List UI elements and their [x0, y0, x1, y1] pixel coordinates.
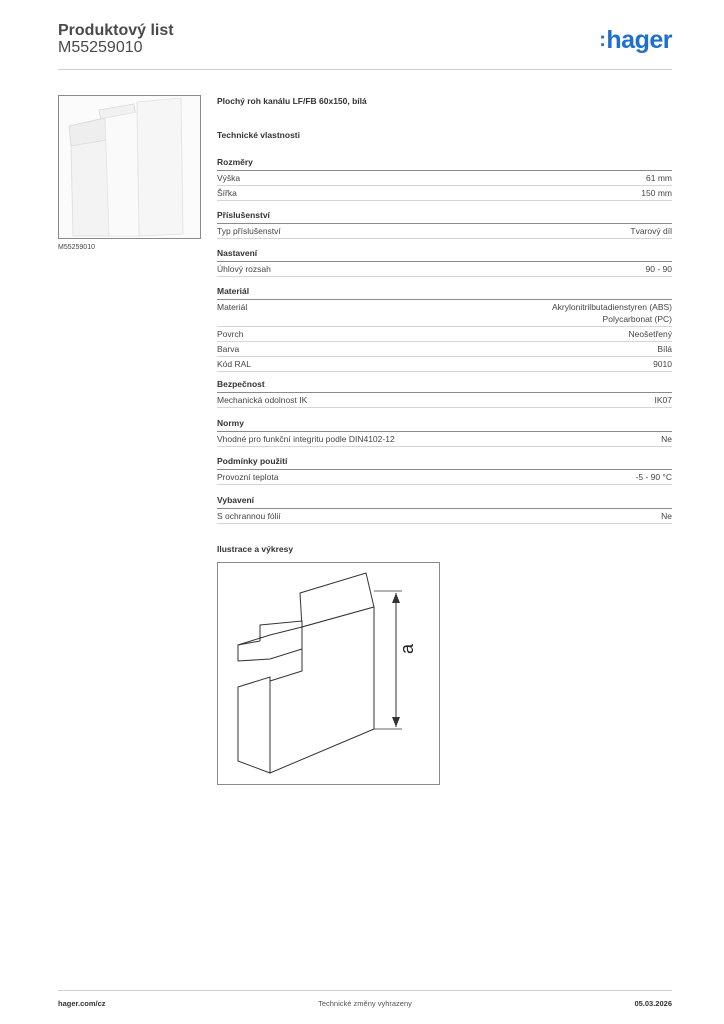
- technical-drawing: [217, 562, 440, 785]
- spec-row: [217, 470, 672, 485]
- spec-label: S ochrannou fólií: [217, 511, 281, 521]
- dimension-label: a: [397, 643, 417, 655]
- section-title: Bezpečnost: [217, 379, 672, 393]
- spec-label: Materiál: [217, 302, 248, 312]
- spec-row: [217, 300, 672, 327]
- document-date: 05.03.2026: [634, 999, 672, 1008]
- section-material: [217, 286, 672, 372]
- hager-logo: [599, 26, 672, 55]
- spec-row: [217, 393, 672, 408]
- spec-row: [217, 186, 672, 201]
- illustrations-heading: Ilustrace a výkresy: [217, 544, 294, 554]
- spec-label: Typ příslušenství: [217, 226, 281, 236]
- document-title: Produktový list: [58, 22, 174, 39]
- website-link[interactable]: hager.com/cz: [58, 999, 106, 1008]
- spec-row: [217, 262, 672, 277]
- spec-row: [217, 327, 672, 342]
- section-title: Rozměry: [217, 157, 672, 171]
- technical-properties-heading: Technické vlastnosti: [217, 130, 300, 140]
- page-footer: [58, 990, 672, 1015]
- product-name: Plochý roh kanálu LF/FB 60x150, bílá: [217, 96, 367, 106]
- spec-value: 61 mm: [646, 173, 672, 183]
- spec-value: Ne: [661, 434, 672, 444]
- spec-value: 150 mm: [641, 188, 672, 198]
- spec-value: 9010: [653, 359, 672, 369]
- spec-value: Polycarbonat (PC): [602, 314, 672, 324]
- section-title: Podmínky použití: [217, 456, 672, 470]
- spec-value: Bílá: [657, 344, 672, 354]
- footer-note: Technické změny vyhrazeny: [318, 999, 412, 1008]
- spec-label: Provozní teplota: [217, 472, 279, 482]
- spec-row: [217, 224, 672, 239]
- section-standards: [217, 418, 672, 447]
- spec-value-multiline: [552, 301, 672, 325]
- spec-value: 90 - 90: [645, 264, 672, 274]
- section-settings: [217, 248, 672, 277]
- spec-label: Výška: [217, 173, 241, 183]
- logo-dots-icon: :: [599, 29, 606, 51]
- section-title: Normy: [217, 418, 672, 432]
- section-equipment: [217, 495, 672, 524]
- spec-value: -5 - 90 °C: [635, 472, 672, 482]
- spec-value: Tvarový díl: [630, 226, 672, 236]
- spec-label: Mechanická odolnost IK: [217, 395, 308, 405]
- spec-row: [217, 432, 672, 447]
- spec-label: Povrch: [217, 329, 244, 339]
- spec-value: IK07: [654, 395, 672, 405]
- section-title: Nastavení: [217, 248, 672, 262]
- image-caption: M55259010: [58, 244, 95, 251]
- product-code: M55259010: [58, 39, 143, 56]
- spec-row: [217, 171, 672, 186]
- section-title: Příslušenství: [217, 210, 672, 224]
- section-safety: [217, 379, 672, 408]
- spec-label: Barva: [217, 344, 240, 354]
- page-header: [58, 20, 672, 70]
- spec-value: Akrylonitrilbutadienstyren (ABS): [552, 302, 672, 312]
- logo-text: hager: [606, 26, 672, 54]
- section-conditions: [217, 456, 672, 485]
- spec-label: Kód RAL: [217, 359, 252, 369]
- spec-value: Neošetřený: [628, 329, 672, 339]
- section-title: Vybavení: [217, 495, 672, 509]
- spec-row: [217, 342, 672, 357]
- spec-row: [217, 357, 672, 372]
- spec-value: Ne: [661, 511, 672, 521]
- section-title: Materiál: [217, 286, 672, 300]
- spec-label: Šířka: [217, 188, 237, 198]
- section-accessories: [217, 210, 672, 239]
- spec-row: [217, 509, 672, 524]
- spec-label: Vhodné pro funkční integritu podle DIN4102-12: [217, 434, 395, 444]
- spec-label: Úhlový rozsah: [217, 264, 271, 274]
- product-image: [58, 95, 201, 239]
- section-dimensions: [217, 157, 672, 201]
